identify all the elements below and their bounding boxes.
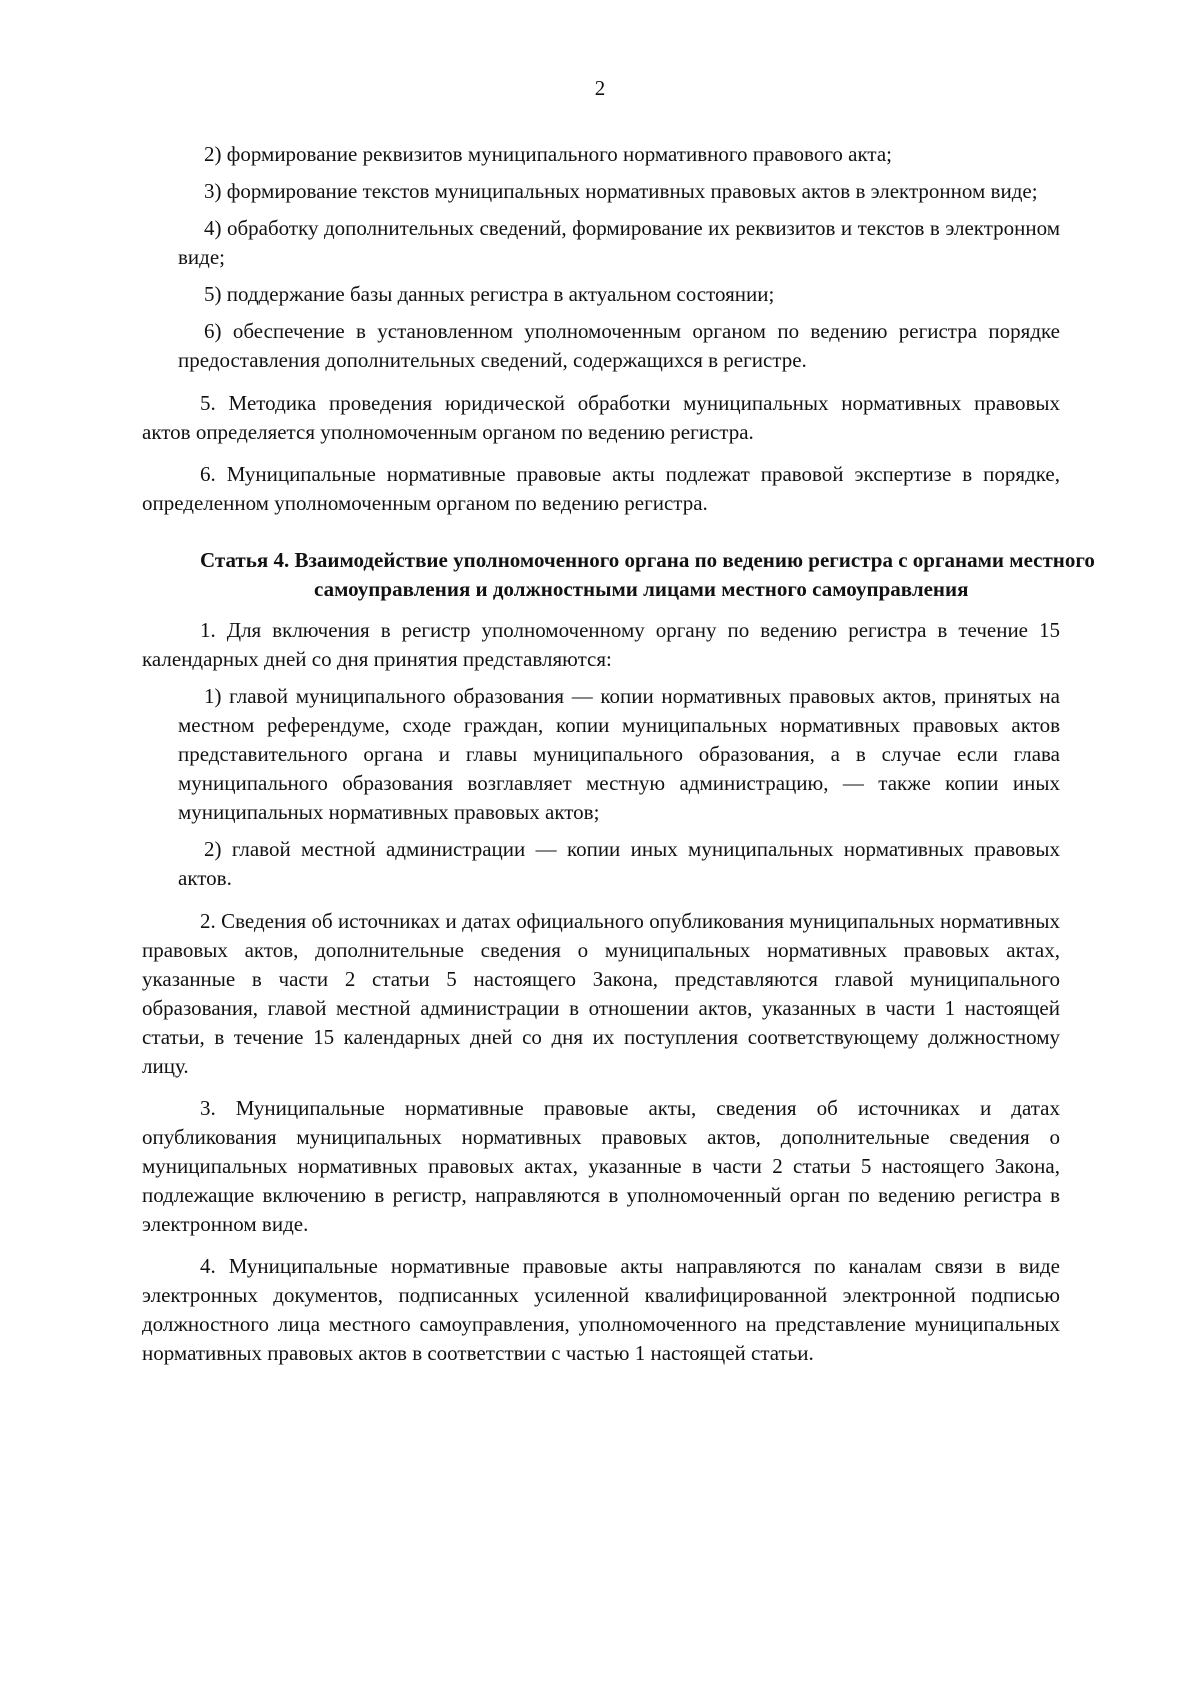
- list-item: 3) формирование текстов муниципальных нормативных правовых актов в электронном виде;: [204, 179, 1038, 203]
- list-item: 6) обеспечение в установленном уполномоченным органом по ведению регистра порядке предоставления дополнительных сведений, содержащихся в регистре.: [178, 319, 1060, 372]
- article-heading: Статья 4. Взаимодействие уполномоченного органа по ведению регистра с органами местного самоуправления и должностными лицами местного самоуправления: [200, 548, 1095, 601]
- list-item: 2) формирование реквизитов муниципального нормативного правового акта;: [204, 142, 892, 166]
- list-item: 5) поддержание базы данных регистра в актуальном состоянии;: [204, 282, 775, 306]
- list-item: 1) главой муниципального образования — копии нормативных правовых актов, принятых на местном референдуме, сходе граждан, копии муниципальных нормативных правовых актов представительного органа и главы муниципального образования, а в случае если глава муниципального образования возглавляет местную администрацию, — также копии иных муниципальных нормативных правовых актов;: [178, 684, 1060, 824]
- paragraph: 2. Сведения об источниках и датах официального опубликования муниципальных нормативных правовых актов, дополнительные сведения о муниципальных нормативных правовых актах, указанные в части 2 статьи 5 настоящего Закона, представляются главой муниципального образования, главой местной администрации в отношении актов, указанных в части 1 настоящей статьи, в течение 15 календарных дней со дня их поступления соответствующему должностному лицу.: [142, 909, 1060, 1078]
- document-body: [142, 140, 1095, 1381]
- paragraph: 5. Методика проведения юридической обработки муниципальных нормативных правовых актов определяется уполномоченным органом по ведению регистра.: [142, 391, 1060, 444]
- page-number: 2: [594, 76, 606, 100]
- list-item: 2) главой местной администрации — копии иных муниципальных нормативных правовых актов.: [178, 837, 1060, 890]
- list-item: 4) обработку дополнительных сведений, формирование их реквизитов и текстов в электронном виде;: [178, 216, 1060, 269]
- paragraph: 4. Муниципальные нормативные правовые акты направляются по каналам связи в виде электронных документов, подписанных усиленной квалифицированной электронной подписью должностного лица местного самоуправления, уполномоченного на представление муниципальных нормативных правовых актов в соответствии с частью 1 настоящей статьи.: [142, 1254, 1060, 1365]
- paragraph: 3. Муниципальные нормативные правовые акты, сведения об источниках и датах опубликования муниципальных нормативных правовых актов, дополнительные сведения о муниципальных нормативных правовых актах, указанные в части 2 статьи 5 настоящего Закона, подлежащие включению в регистр, направляются в уполномоченный орган по ведению регистра в электронном виде.: [142, 1096, 1060, 1236]
- paragraph: 6. Муниципальные нормативные правовые акты подлежат правовой экспертизе в порядке, определенном уполномоченным органом по ведению регистра.: [142, 462, 1060, 515]
- paragraph: 1. Для включения в регистр уполномоченному органу по ведению регистра в течение 15 календарных дней со дня принятия представляются:: [142, 618, 1060, 671]
